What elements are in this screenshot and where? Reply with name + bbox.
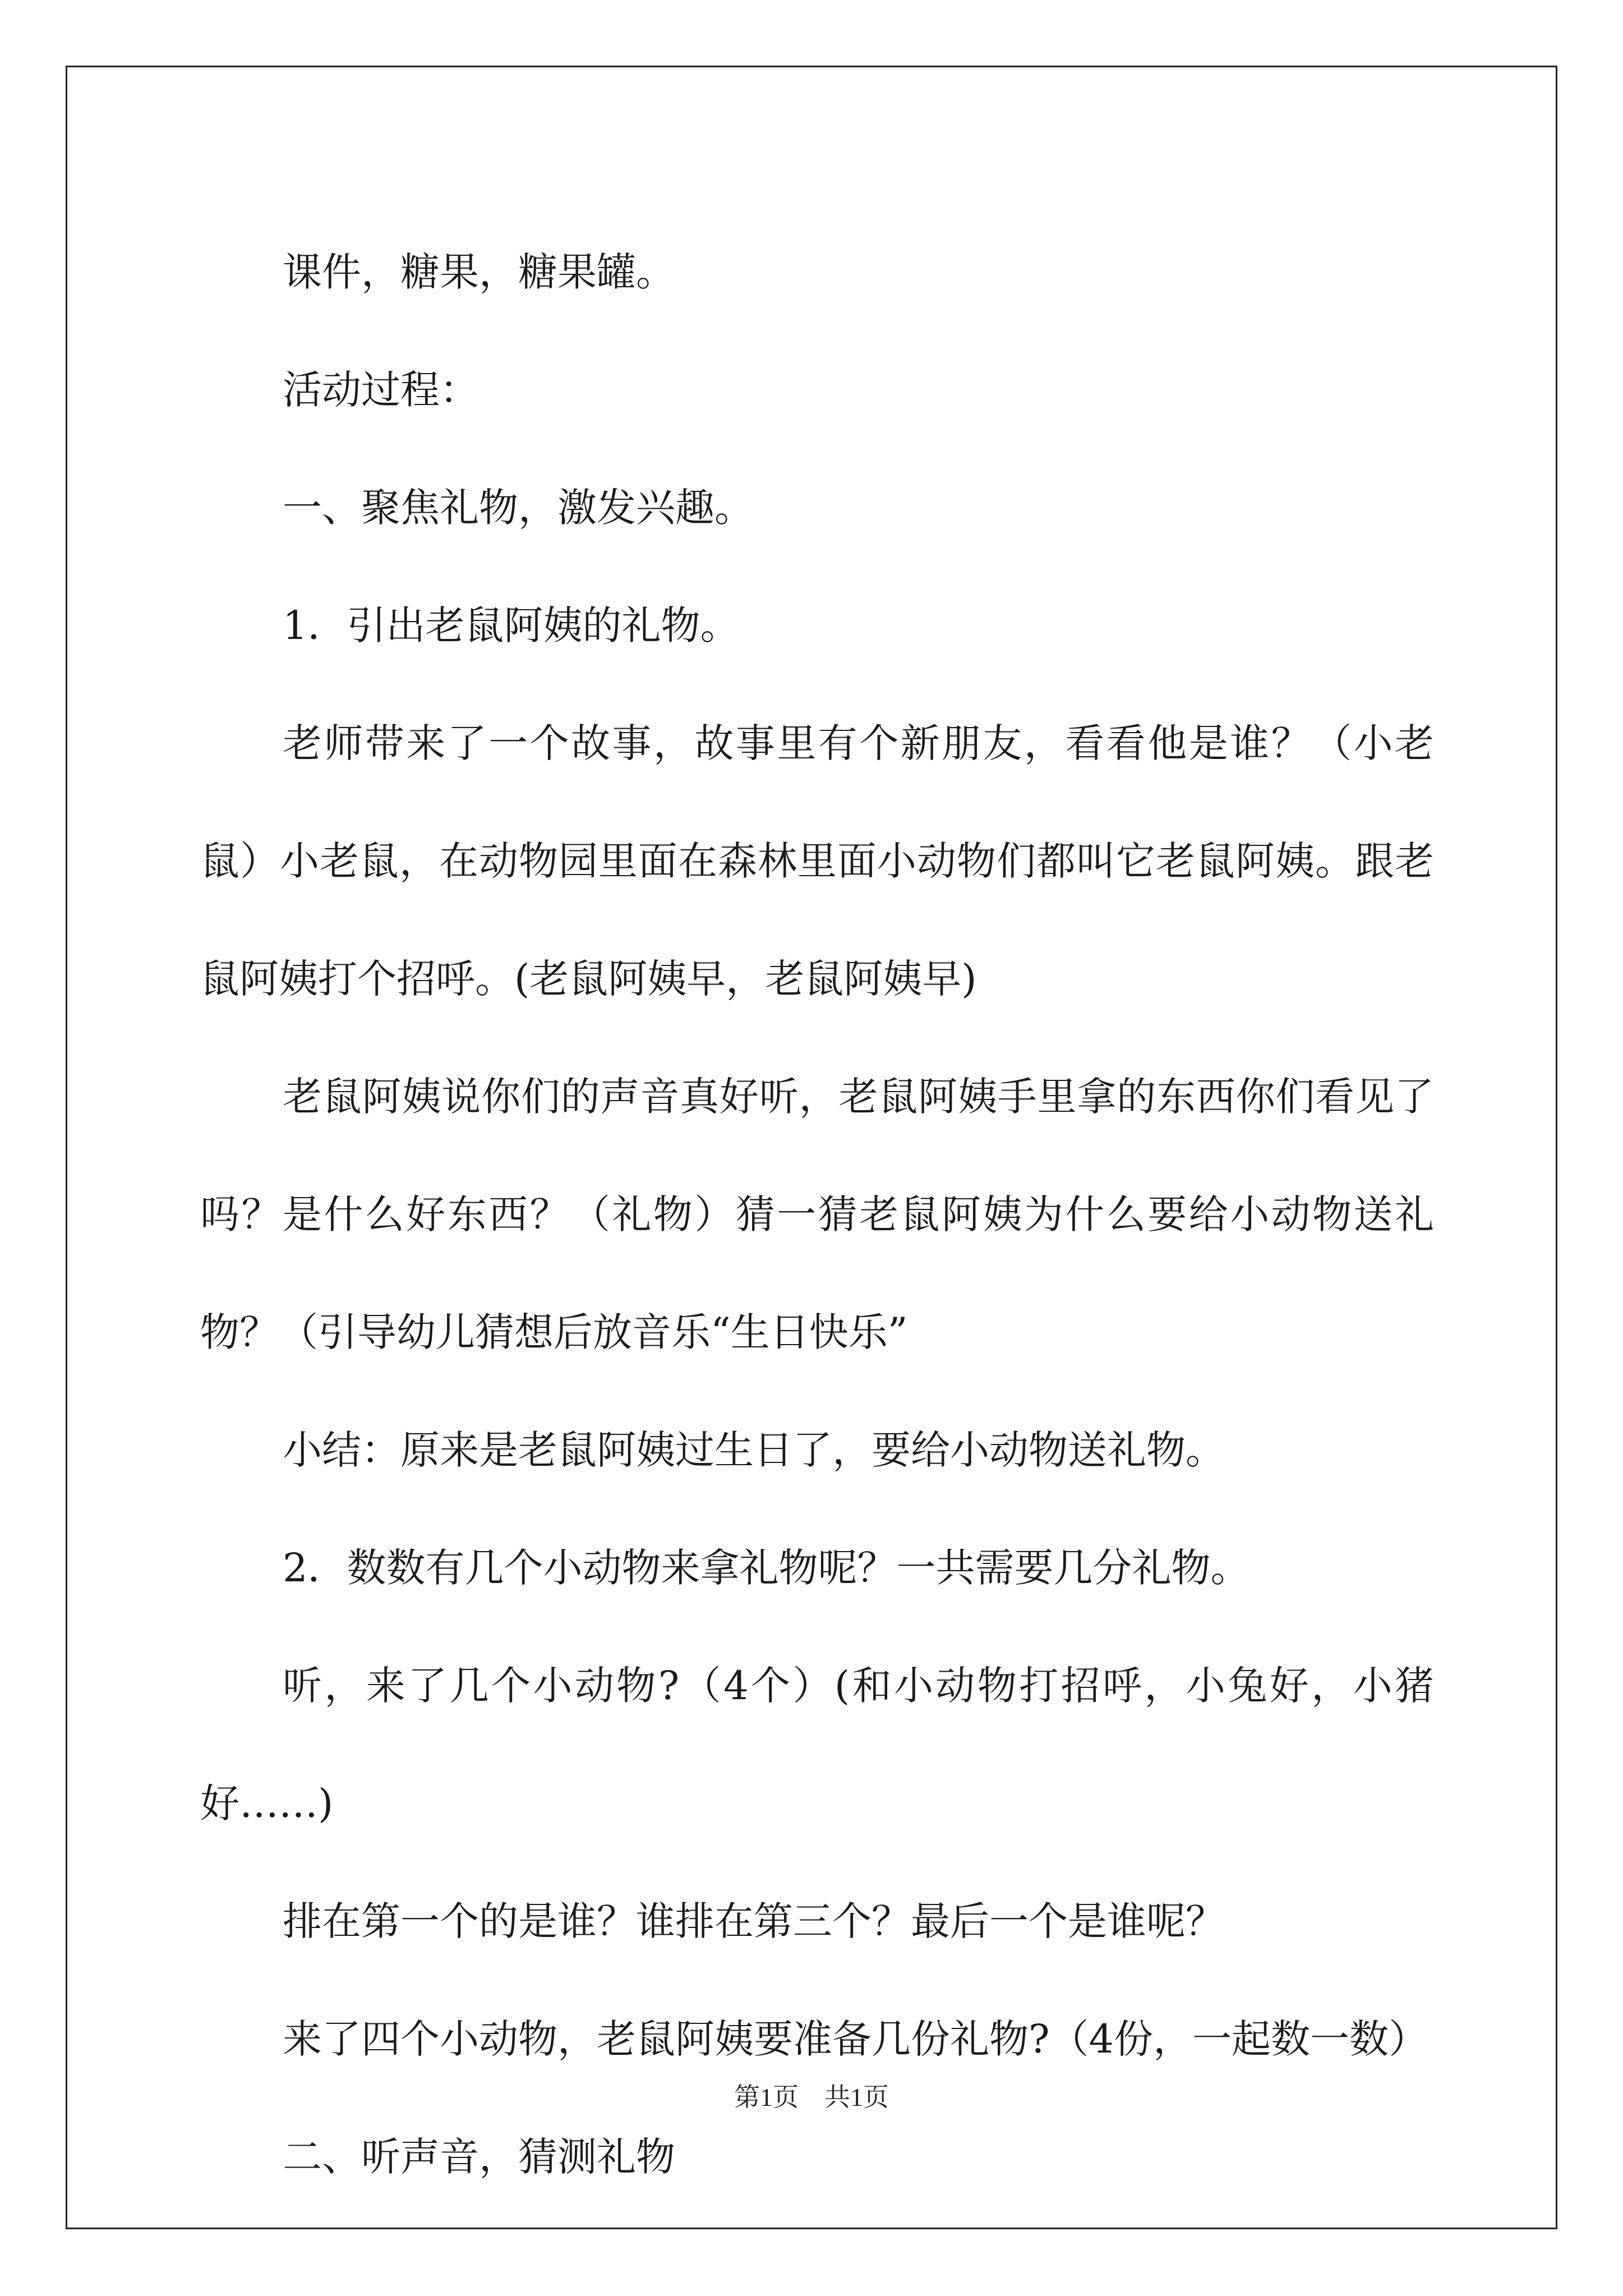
step-heading-1: 1．引出老鼠阿姨的礼物。 <box>283 602 740 648</box>
document-body <box>200 213 1434 2216</box>
paragraph-story-intro: 老师带来了一个故事，故事里有个新朋友，看看他是谁？（小老鼠）小老鼠，在动物园里面在森林里面小动物们都叫它老鼠阿姨。跟老鼠阿姨打个招呼。(老鼠阿姨早，老鼠阿姨早) <box>200 720 1434 1002</box>
paragraph-gift-count: 来了四个小动物，老鼠阿姨要准备几份礼物?（4份，一起数一数） <box>283 2016 1428 2062</box>
page-number-footer: 第1页 共1页 <box>734 2083 889 2111</box>
paragraph-materials: 课件，糖果，糖果罐。 <box>283 249 675 295</box>
paragraph-count-animals: 听，来了几个小动物?（4个）(和小动物打招呼，小兔好，小猪好……) <box>200 1663 1434 1826</box>
paragraph-summary: 小结：原来是老鼠阿姨过生日了，要给小动物送礼物。 <box>283 1427 1225 1473</box>
paragraph-order-question: 排在第一个的是谁？谁排在第三个？最后一个是谁呢？ <box>283 1898 1225 1944</box>
paragraph-gift-question: 老鼠阿姨说你们的声音真好听，老鼠阿姨手里拿的东西你们看见了吗？是什么好东西？（礼物）猜一猜老鼠阿姨为什么要给小动物送礼物？（引导幼儿猜想后放音乐“生日快乐” <box>200 1074 1434 1355</box>
paragraph-process-heading: 活动过程： <box>283 367 479 413</box>
step-heading-2: 2．数数有几个小动物来拿礼物呢？一共需要几分礼物。 <box>283 1545 1250 1591</box>
section-heading-2: 二、听声音，猜测礼物 <box>283 2134 675 2180</box>
section-heading-1: 一、聚焦礼物，激发兴趣。 <box>283 485 754 531</box>
